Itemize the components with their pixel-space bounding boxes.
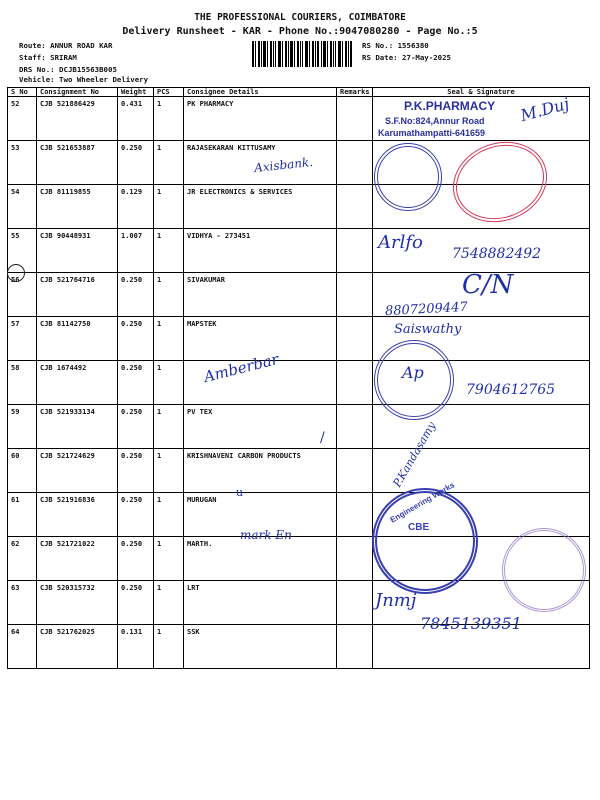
row-weight: 0.250	[118, 141, 154, 185]
row-remarks	[337, 317, 373, 361]
col-remarks: Remarks	[337, 88, 373, 97]
col-pcs: PCS	[154, 88, 184, 97]
row-consignment-no: CJB 81119855	[37, 185, 118, 229]
row-weight: 0.250	[118, 493, 154, 537]
pk-stamp-city: Karumathampatti-641659	[378, 128, 486, 138]
row-consignment-no: CJB 521653887	[37, 141, 118, 185]
row-sno: 54	[8, 185, 37, 229]
row-weight: 0.250	[118, 317, 154, 361]
staff-label: Staff: SRIRAM	[19, 53, 77, 62]
row-pcs: 1	[154, 361, 184, 405]
row-consignment-no: CJB 521724629	[37, 449, 118, 493]
row-consignment-no: CJB 81142750	[37, 317, 118, 361]
table-row	[8, 141, 590, 185]
row-seal	[373, 625, 590, 669]
row-pcs: 1	[154, 493, 184, 537]
table-row	[8, 581, 590, 625]
vehicle-label: Vehicle: Two Wheeler Delivery	[19, 75, 149, 84]
row-sno: 53	[8, 141, 37, 185]
row-consignee: LRT	[184, 581, 337, 625]
mark-61: u	[236, 486, 244, 499]
phone-64: 7845139351	[420, 614, 522, 633]
row-consignment-no: CJB 521916836	[37, 493, 118, 537]
row-weight: 0.250	[118, 405, 154, 449]
row-seal	[373, 449, 590, 493]
row-pcs: 1	[154, 141, 184, 185]
pk-stamp-address: S.F.No:824,Annur Road	[385, 116, 485, 126]
row-consignment-no: CJB 521764716	[37, 273, 118, 317]
row-weight: 0.250	[118, 273, 154, 317]
row-remarks	[337, 537, 373, 581]
table-row	[8, 273, 590, 317]
row-consignee: PK PHARMACY	[184, 97, 337, 141]
row-remarks	[337, 493, 373, 537]
row-weight: 0.250	[118, 581, 154, 625]
row-sno: 52	[8, 97, 37, 141]
row-weight: 0.250	[118, 361, 154, 405]
row-consignee: MURUGAN	[184, 493, 337, 537]
row-consignee: MARTH.	[184, 537, 337, 581]
row-consignment-no: CJB 1674492	[37, 361, 118, 405]
row-consignment-no: CJB 521762025	[37, 625, 118, 669]
row-seal	[373, 405, 590, 449]
row-remarks	[337, 141, 373, 185]
row-seal	[373, 229, 590, 273]
row-sno: 57	[8, 317, 37, 361]
row-pcs: 1	[154, 537, 184, 581]
row-pcs: 1	[154, 97, 184, 141]
phone-57: 8807209447	[384, 299, 469, 320]
row-consignee: KRISHNAVENI CARBON PRODUCTS	[184, 449, 337, 493]
row-pcs: 1	[154, 317, 184, 361]
signature-64: Jnmj	[375, 590, 417, 611]
row-weight: 0.431	[118, 97, 154, 141]
row-pcs: 1	[154, 405, 184, 449]
row-consignment-no: CJB 90448931	[37, 229, 118, 273]
signature-m: M.Duj	[518, 93, 572, 126]
row-seal	[373, 141, 590, 185]
signature-58: Ap	[402, 363, 424, 382]
table-row	[8, 185, 590, 229]
amber-note: Amberbar	[201, 350, 281, 386]
row-sno: 58	[8, 361, 37, 405]
row-remarks	[337, 581, 373, 625]
drs-label: DRS No.: DCJB15563B005	[19, 65, 117, 74]
company-title: THE PROFESSIONAL COURIERS, COIMBATORE	[194, 12, 406, 23]
row-sno: 59	[8, 405, 37, 449]
col-consignee: Consignee Details	[184, 88, 337, 97]
row-pcs: 1	[154, 449, 184, 493]
row-weight: 0.129	[118, 185, 154, 229]
phone-55: 7548882492	[452, 246, 542, 262]
row-pcs: 1	[154, 273, 184, 317]
row-weight: 0.131	[118, 625, 154, 669]
runsheet-table	[7, 87, 590, 669]
tick-mark: /	[320, 430, 325, 446]
row-sno: 61	[8, 493, 37, 537]
table-row	[8, 625, 590, 669]
rs-date-label: RS Date: 27-May-2025	[362, 53, 451, 62]
row-consignee: JR ELECTRONICS & SERVICES	[184, 185, 337, 229]
row-consignee: RAJASEKARAN KITTUSAMY	[184, 141, 337, 185]
pk-stamp-name: P.K.PHARMACY	[404, 99, 496, 113]
row-consignment-no: CJB 520315732	[37, 581, 118, 625]
table-row	[8, 493, 590, 537]
row-sno: 56	[8, 273, 37, 317]
row-seal	[373, 537, 590, 581]
row-seal	[373, 581, 590, 625]
row-remarks	[337, 449, 373, 493]
row-remarks	[337, 185, 373, 229]
row-sno: 63	[8, 581, 37, 625]
row-sno: 55	[8, 229, 37, 273]
row-sno: 62	[8, 537, 37, 581]
barcode	[252, 41, 352, 67]
row-remarks	[337, 361, 373, 405]
stamp-cbe: CBE	[408, 522, 430, 533]
row-remarks	[337, 405, 373, 449]
row-seal	[373, 361, 590, 405]
row-seal	[373, 317, 590, 361]
table-row	[8, 537, 590, 581]
row-pcs: 1	[154, 581, 184, 625]
rs-no-label: RS No.: 1556380	[362, 41, 429, 50]
row-weight: 0.250	[118, 449, 154, 493]
table-row	[8, 229, 590, 273]
col-consignment: Consignment No	[37, 88, 118, 97]
row-pcs: 1	[154, 625, 184, 669]
row-seal	[373, 493, 590, 537]
table-row	[8, 405, 590, 449]
row-remarks	[337, 625, 373, 669]
row-consignment-no: CJB 521933134	[37, 405, 118, 449]
row-weight: 1.007	[118, 229, 154, 273]
row-consignee	[184, 361, 337, 405]
mark-62: mark En	[240, 528, 292, 542]
col-seal: Seal & Signature	[373, 88, 590, 97]
table-row	[8, 449, 590, 493]
signature-55: Arlfo	[378, 232, 423, 253]
row-consignee: MAPSTEK	[184, 317, 337, 361]
row-seal	[373, 273, 590, 320]
runsheet-subtitle: Delivery Runsheet - KAR - Phone No.:9047080280 - Page No.:5	[122, 26, 478, 37]
row-consignment-no: CJB 521886429	[37, 97, 118, 141]
col-weight: Weight	[118, 88, 154, 97]
phone-59: 7904612765	[466, 382, 556, 398]
table-row	[8, 361, 590, 405]
row-sno: 60	[8, 449, 37, 493]
row-pcs: 1	[154, 229, 184, 273]
row-consignee: SSK	[184, 625, 337, 669]
signature-61: P.Kandasamy	[390, 419, 439, 490]
stamp-works: Engineering Works	[388, 480, 457, 525]
row-remarks	[337, 229, 373, 273]
route-label: Route: ANNUR ROAD KAR	[19, 41, 113, 50]
row-consignee: VIDHYA - 273451	[184, 229, 337, 273]
cn-mark: C/N	[462, 270, 514, 300]
row-seal	[373, 185, 590, 229]
row-pcs: 1	[154, 185, 184, 229]
row-consignee: SIVAKUMAR	[184, 273, 337, 317]
row-remarks	[337, 273, 373, 317]
row-seal	[373, 97, 590, 141]
row-consignee: PV TEX	[184, 405, 337, 449]
axis-note: Axisbank.	[253, 154, 314, 176]
table-row	[8, 97, 590, 141]
row-remarks	[337, 97, 373, 141]
signature-57: Saiswathy	[394, 322, 462, 337]
row-weight: 0.250	[118, 537, 154, 581]
row-sno: 64	[8, 625, 37, 669]
col-sno: S No	[8, 88, 37, 97]
row-consignment-no: CJB 521721022	[37, 537, 118, 581]
table-row	[8, 317, 590, 361]
